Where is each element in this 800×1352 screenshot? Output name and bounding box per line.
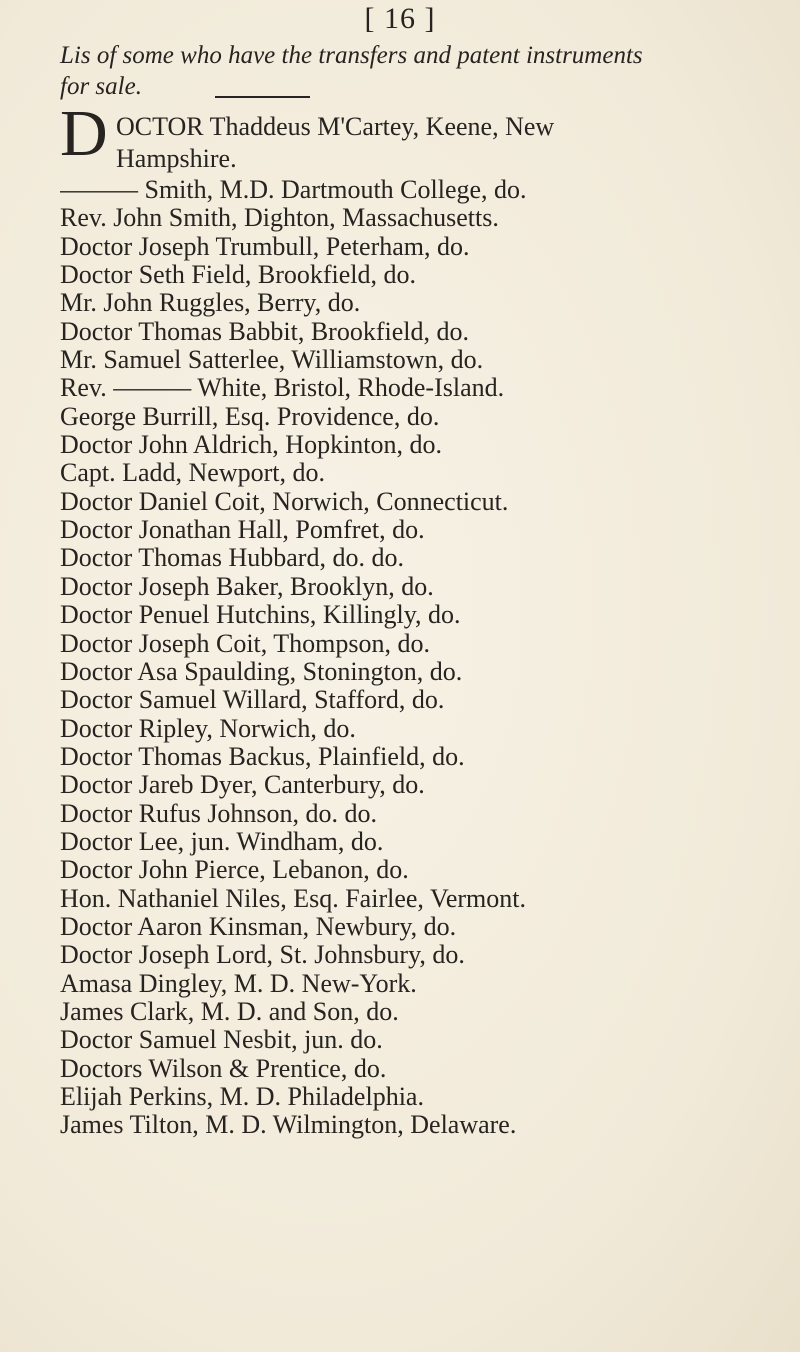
list-heading: Lis of some who have the transfers and patent instruments for sale. <box>60 42 643 100</box>
list-item: Hon. Nathaniel Niles, Esq. Fairlee, Vermont. <box>60 884 526 913</box>
list-item: Doctor Aaron Kinsman, Newbury, do. <box>60 912 457 941</box>
list-item: Rev. ——— White, Bristol, Rhode-Island. <box>60 374 505 403</box>
list-item: Doctor Thomas Babbit, Brookfield, do. <box>60 317 469 346</box>
first-entry-line-2: Hampshire. <box>116 144 237 173</box>
list-item: James Clark, M. D. and Son, do. <box>60 997 399 1026</box>
list-item: George Burrill, Esq. Providence, do. <box>60 402 440 431</box>
list-item: Doctor Samuel Willard, Stafford, do. <box>60 686 445 715</box>
drop-cap: D <box>60 97 108 170</box>
list-item: Doctor John Pierce, Lebanon, do. <box>60 856 409 885</box>
list-item: Mr. Samuel Satterlee, Williamstown, do. <box>60 346 484 375</box>
list-item: Doctor Penuel Hutchins, Killingly, do. <box>60 601 461 630</box>
list-item: Doctor Ripley, Norwich, do. <box>60 714 356 743</box>
list-item: Doctor Seth Field, Brookfield, do. <box>60 261 417 290</box>
first-entry-line-1: OCTOR Thaddeus M'Cartey, Keene, New <box>116 112 555 141</box>
list-item: Mr. John Ruggles, Berry, do. <box>60 289 361 318</box>
list-item: Doctor Jareb Dyer, Canterbury, do. <box>60 771 425 800</box>
heading-divider <box>215 96 310 98</box>
list-item: Doctors Wilson & Prentice, do. <box>60 1054 387 1083</box>
list-item: Doctor Samuel Nesbit, jun. do. <box>60 1026 383 1055</box>
list-item: Doctor Joseph Baker, Brooklyn, do. <box>60 572 434 601</box>
list-item: Amasa Dingley, M. D. New-York. <box>60 969 417 998</box>
list-item: Rev. John Smith, Dighton, Massachusetts. <box>60 204 499 233</box>
list-item: Doctor Joseph Trumbull, Peterham, do. <box>60 232 470 261</box>
list-item: Elijah Perkins, M. D. Philadelphia. <box>60 1083 424 1111</box>
list-item: Capt. Ladd, Newport, do. <box>60 459 326 488</box>
list-item: Doctor Thomas Hubbard, do. do. <box>60 544 404 573</box>
list-item: Doctor Joseph Coit, Thompson, do. <box>60 629 431 658</box>
list-item: Doctor Asa Spaulding, Stonington, do. <box>60 657 463 686</box>
list-item: James Tilton, M. D. Wilmington, Delaware. <box>60 1111 517 1140</box>
list-item: ——— Smith, M.D. Dartmouth College, do. <box>60 176 527 204</box>
list-item: Doctor Rufus Johnson, do. do. <box>60 799 378 828</box>
page-number: [ 16 ] <box>364 2 436 35</box>
agent-list <box>60 176 800 1140</box>
list-item: Doctor Joseph Lord, St. Johnsbury, do. <box>60 941 465 970</box>
list-item: Doctor Thomas Backus, Plainfield, do. <box>60 742 465 771</box>
list-item: Doctor Lee, jun. Windham, do. <box>60 827 384 856</box>
list-item: Doctor Daniel Coit, Norwich, Connecticut. <box>60 487 509 516</box>
list-item: Doctor Jonathan Hall, Pomfret, do. <box>60 516 425 545</box>
list-item: Doctor John Aldrich, Hopkinton, do. <box>60 431 443 460</box>
